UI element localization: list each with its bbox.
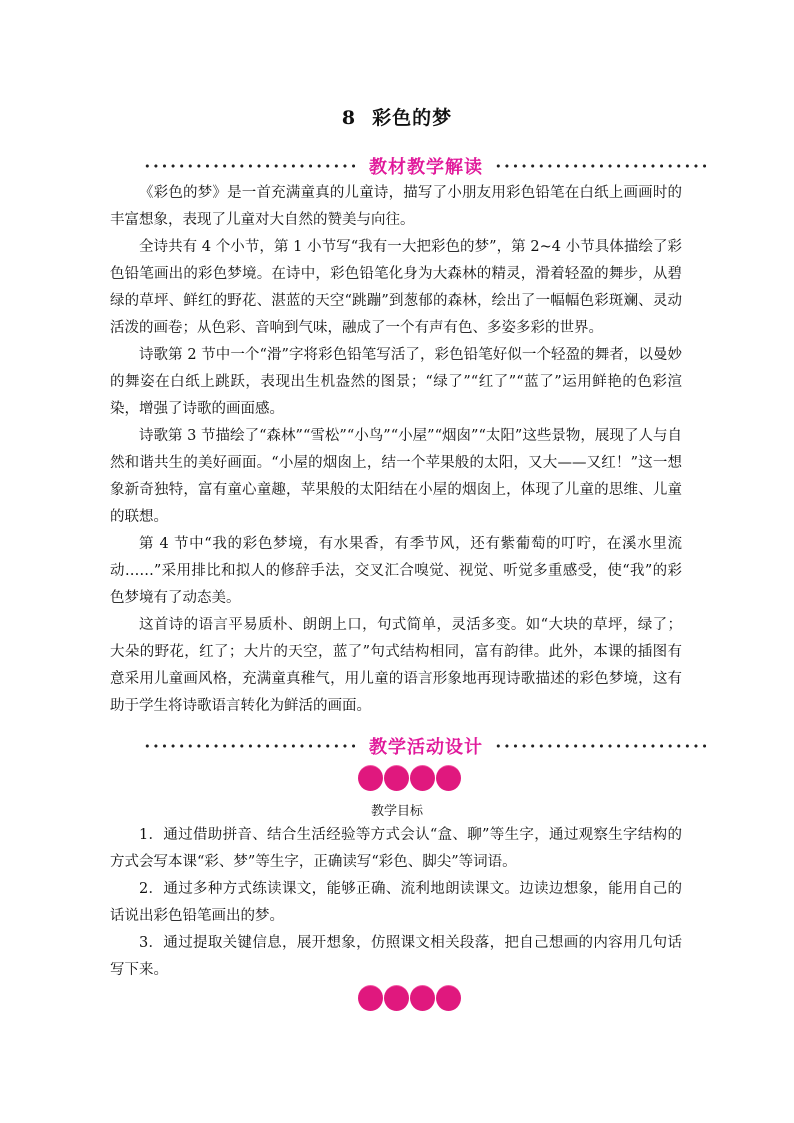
circle-decoration: [436, 765, 461, 791]
circle-decoration: [358, 765, 383, 791]
paragraph: 诗歌第 3 节描绘了“森林”“雪松”“小鸟”“小屋”“烟囱”“太阳”这些景物，展现了人与自然和谐共生的美好画面。“小屋的烟囱上，结一个苹果般的太阳，又大——又红！”这一想象新奇独特，富有童心童趣，苹果般的太阳结在小屋的烟囱上，体现了儿童的思维、儿童的联想。: [110, 428, 682, 525]
objective-item: 3．通过提取关键信息，展开想象，仿照课文相关段落，把自己想画的内容用几句话写下来。: [110, 935, 682, 978]
lesson-number: 8: [341, 107, 357, 129]
circle-decoration: [384, 985, 409, 1011]
paragraph: 诗歌第 2 节中一个“滑”字将彩色铅笔写活了，彩色铅笔好似一个轻盈的舞者，以曼妙的舞姿在白纸上跳跃，表现出生机盎然的图景；“绿了”“红了”“蓝了”运用鲜艳的色彩渲染，增强了诗歌的画面感。: [110, 347, 682, 417]
objectives-subheading: 教学目标: [370, 804, 423, 819]
circle-decoration: [410, 985, 435, 1011]
objective-item: 2．通过多种方式练读课文，能够正确、流利地朗读课文。边读边想象，能用自己的话说出彩色铅笔画出的梦。: [110, 881, 682, 924]
paragraph: 《彩色的梦》是一首充满童真的儿童诗，描写了小朋友用彩色铅笔在白纸上画画时的丰富想象，表现了儿童对大自然的赞美与向往。: [110, 185, 682, 228]
section-heading-activity: 教学活动设计: [369, 737, 483, 758]
dotted-rule-right: [494, 744, 709, 748]
circle-decoration: [410, 765, 435, 791]
decorative-circles: [358, 765, 461, 793]
dotted-rule-right: [494, 164, 709, 168]
lesson-title: 彩色的梦: [372, 107, 453, 129]
objective-item: 1．通过借助拼音、结合生活经验等方式会认“盒、聊”等生字，通过观察生字结构的方式会写本课“彩、梦”等生字，正确读写“彩色、脚尖”等词语。: [110, 827, 682, 870]
paragraph: 全诗共有 4 个小节，第 1 小节写“我有一大把彩色的梦”，第 2~4 小节具体描绘了彩色铅笔画出的彩色梦境。在诗中，彩色铅笔化身为大森林的精灵，滑着轻盈的舞步，从碧绿的草坪、鲜红的野花、湛蓝的天空“跳蹦”到葱郁的森林，绘出了一幅幅色彩斑斓、灵动活泼的画卷；从色彩、音响到气味，融成了一个有声有色、多姿多彩的世界。: [110, 239, 682, 336]
section-heading-reading: 教材教学解读: [369, 157, 483, 178]
objectives-list: [110, 822, 682, 984]
circle-decoration: [384, 765, 409, 791]
paragraph: 第 4 节中“我的彩色梦境，有水果香，有季节风，还有紫葡萄的叮咛，在溪水里流动……”采用排比和拟人的修辞手法，交叉汇合嗅觉、视觉、听觉多重感受，使“我”的彩色梦境有了动态美。: [110, 536, 682, 606]
section-header-activity: [143, 735, 709, 757]
circle-decoration: [436, 985, 461, 1011]
section-header-reading: [143, 155, 709, 177]
decorative-circles-bottom: [358, 985, 461, 1013]
circle-decoration: [358, 985, 383, 1011]
reading-body: [110, 180, 682, 720]
paragraph: 这首诗的语言平易质朴、朗朗上口，句式简单，灵活多变。如“大块的草坪，绿了；大朵的野花，红了；大片的天空，蓝了”句式结构相同，富有韵律。此外，本课的插图有意采用儿童画风格，充满童真稚气，用儿童的语言形象地再现诗歌描述的彩色梦境，这有助于学生将诗歌语言转化为鲜活的画面。: [110, 617, 682, 714]
page-title: [0, 103, 794, 130]
